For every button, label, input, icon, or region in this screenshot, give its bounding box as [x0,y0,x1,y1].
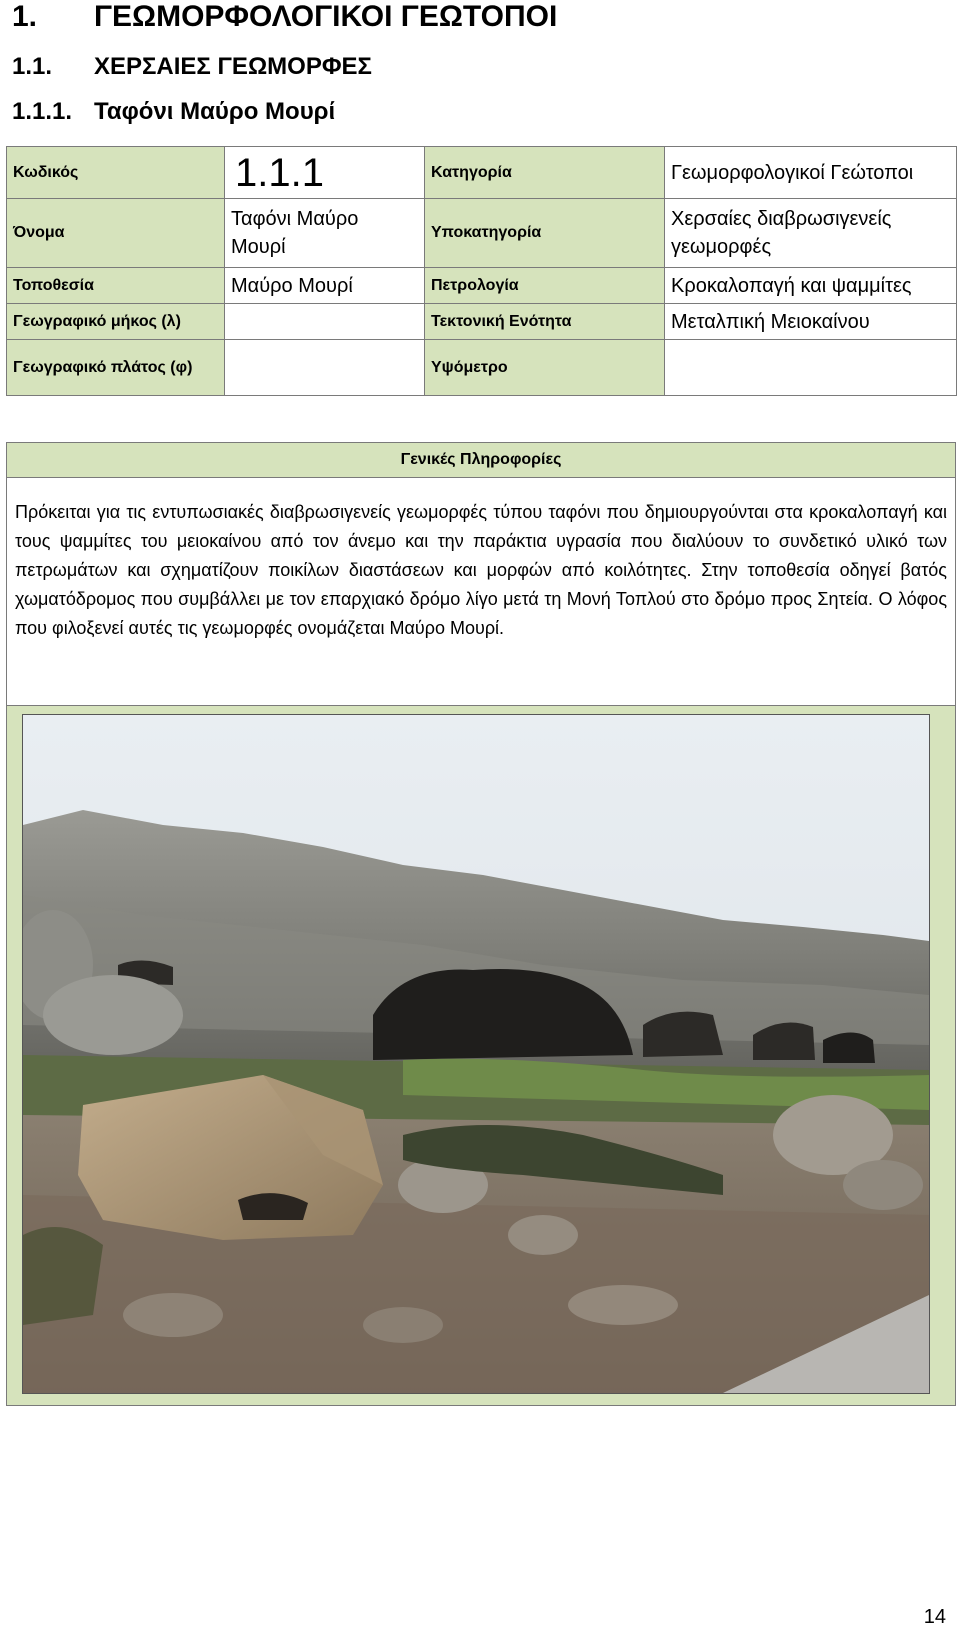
longitude-label: Γεωγραφικό μήκος (λ) [7,304,225,340]
code-label: Κωδικός [7,147,225,199]
table-row [7,340,957,396]
tectonic-unit-label: Τεκτονική Ενότητα [425,304,665,340]
heading-number: 1.1. [12,53,53,80]
landscape-photo [22,714,930,1394]
subcategory-value: Χερσαίες διαβρωσιγενείς γεωμορφές [665,199,957,268]
rock-landscape-image [23,715,929,1393]
table-row [7,268,957,304]
longitude-value [225,304,425,340]
heading-number: 1. [12,0,38,33]
heading-level-1 [12,0,557,34]
tectonic-unit-value: Μεταλπική Μειοκαίνου [665,304,957,340]
altitude-value [665,340,957,396]
geosite-info-table [6,146,957,396]
name-value: Ταφόνι Μαύρο Μουρί [225,199,425,268]
heading-text: ΓΕΩΜΟΡΦΟΛΟΓΙΚΟΙ ΓΕΩΤΟΠΟΙ [94,0,558,33]
petrology-value: Κροκαλοπαγή και ψαμμίτες [665,268,957,304]
heading-level-2 [12,53,372,81]
category-value: Γεωμορφολογικοί Γεώτοποι [665,147,957,199]
photo-cell [7,706,955,1405]
category-label: Κατηγορία [425,147,665,199]
code-value: 1.1.1 [225,147,425,199]
general-info-box [6,442,956,1406]
location-value: Μαύρο Μουρί [225,268,425,304]
heading-number: 1.1.1. [12,98,73,125]
latitude-value [225,340,425,396]
latitude-label: Γεωγραφικό πλάτος (φ) [7,340,225,396]
heading-text: ΧΕΡΣΑΙΕΣ ΓΕΩΜΟΡΦΕΣ [94,53,372,80]
altitude-label: Υψόμετρο [425,340,665,396]
heading-level-3 [12,98,335,126]
general-info-title: Γενικές Πληροφορίες [7,443,955,478]
table-row [7,199,957,268]
heading-text: Ταφόνι Μαύρο Μουρί [94,98,336,125]
subcategory-label: Υποκατηγορία [425,199,665,268]
petrology-label: Πετρολογία [425,268,665,304]
general-info-text: Πρόκειται για τις εντυπωσιακές διαβρωσιγενείς γεωμορφές τύπου ταφόνι που δημιουργούνται στα κροκαλοπαγή και τους ψαμμίτες του μειοκαίνου από τον άνεμο και την παράκτια υγρασία που διαλύουν το συνδετικό υλικό των πετρωμάτων και σχηματίζουν ποικίλων διαστάσεων και μορφών από κοιλότητες. Στην τοποθεσία οδηγεί βατός χωματόδρομος που συμβάλλει με τον επαρχιακό δρόμο λίγο μετά τη Μονή Τοπλού στο δρόμο προς Σητεία. Ο λόφος που φιλοξενεί αυτές τις γεωμορφές ονομάζεται Μαύρο Μουρί. [7,478,955,706]
location-label: Τοποθεσία [7,268,225,304]
table-row [7,147,957,199]
name-label: Όνομα [7,199,225,268]
page-number: 14 [923,1606,946,1628]
table-row [7,304,957,340]
